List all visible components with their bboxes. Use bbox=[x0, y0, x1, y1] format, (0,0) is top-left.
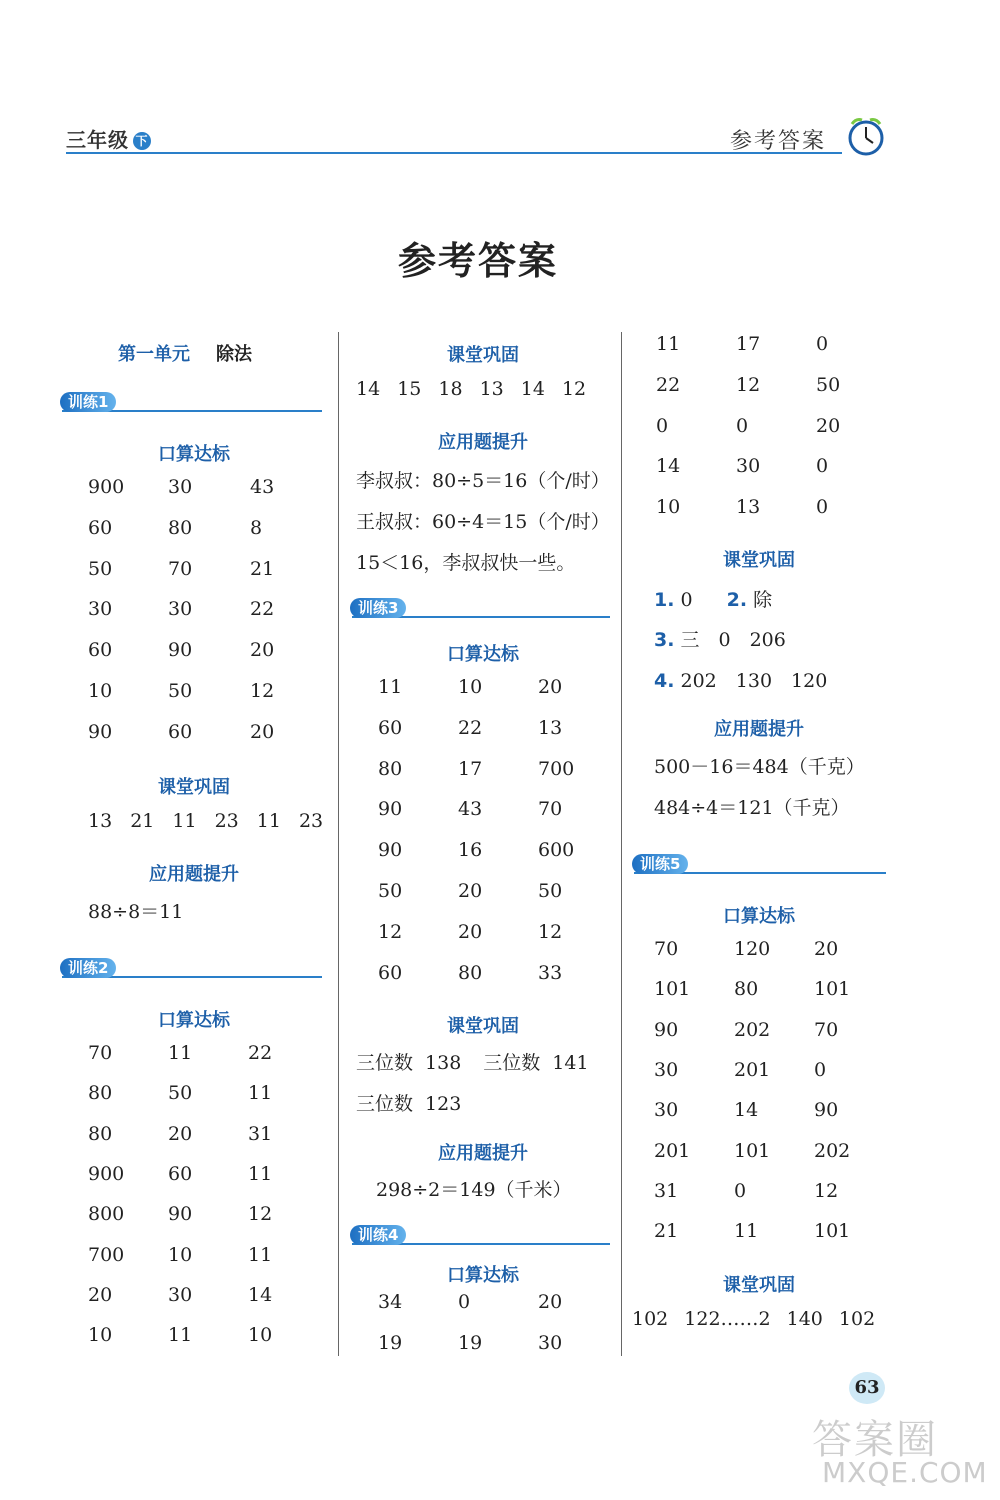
answer-cell: 80 bbox=[168, 516, 193, 539]
answer-cell: 80 bbox=[734, 978, 759, 1001]
training-1-badge: 训练1 bbox=[60, 392, 116, 412]
answer-cell: 30 bbox=[736, 455, 761, 478]
answer-cell: 70 bbox=[814, 1018, 839, 1041]
answer-cell: 0 bbox=[656, 414, 669, 437]
answer-cell: 30 bbox=[168, 476, 193, 498]
answer-value: 三位数 bbox=[483, 1052, 541, 1074]
t2-yingyong-line-2: 王叔叔：60÷4＝15（个/时） bbox=[356, 511, 610, 533]
answer-cell: 201 bbox=[654, 1139, 691, 1162]
answer-cell: 21 bbox=[250, 557, 275, 580]
answer-value: 14 bbox=[356, 378, 381, 400]
answer-cell: 20 bbox=[816, 414, 841, 437]
answer-cell: 21 bbox=[654, 1220, 679, 1243]
answer-cell: 800 bbox=[88, 1203, 125, 1226]
answer-cell: 20 bbox=[88, 1283, 113, 1306]
answer-cell: 101 bbox=[734, 1139, 771, 1162]
watermark-logo: 答案圈 bbox=[812, 1417, 938, 1463]
answer-cell: 90 bbox=[814, 1099, 839, 1122]
grade-label: 三年级 下 bbox=[66, 124, 151, 153]
answer-cell: 11 bbox=[248, 1162, 273, 1185]
answer-cell: 20 bbox=[250, 639, 275, 662]
answer-cell: 50 bbox=[538, 880, 563, 902]
answer-cell: 12 bbox=[248, 1203, 273, 1226]
answer-cell: 90 bbox=[654, 1018, 679, 1041]
answer-cell: 0 bbox=[458, 1291, 471, 1313]
answer-cell: 101 bbox=[814, 1220, 851, 1243]
t2-yingyong-line-1: 李叔叔：80÷5＝16（个/时） bbox=[356, 470, 610, 492]
answer-cell: 50 bbox=[168, 1082, 193, 1105]
answer-cell: 12 bbox=[250, 680, 275, 702]
answer-value: 18 bbox=[438, 378, 463, 400]
answer-cell: 60 bbox=[168, 1162, 193, 1185]
answer-cell: 20 bbox=[168, 1122, 193, 1145]
answer-cell: 900 bbox=[88, 1162, 125, 1185]
answer-cell: 22 bbox=[458, 716, 483, 739]
ketang-heading: 课堂巩固 bbox=[723, 1275, 795, 1296]
answer-cell: 101 bbox=[654, 978, 691, 1001]
answer-cell: 0 bbox=[816, 333, 829, 355]
answer-cell: 22 bbox=[248, 1042, 273, 1064]
answer-cell: 900 bbox=[88, 476, 125, 498]
page-number: 63 bbox=[849, 1372, 885, 1404]
answer-cell: 16 bbox=[458, 839, 483, 862]
answer-cell: 30 bbox=[168, 598, 193, 621]
t3-ketang-line-1 bbox=[356, 1048, 601, 1075]
kousuan-heading: 口算达标 bbox=[158, 1010, 230, 1031]
answer-value: 122……2 bbox=[684, 1308, 771, 1330]
answer-cell: 8 bbox=[250, 516, 263, 539]
answer-cell: 10 bbox=[168, 1243, 193, 1266]
answer-cell: 14 bbox=[656, 455, 681, 478]
answer-cell: 10 bbox=[248, 1324, 273, 1347]
unit-heading: 第一单元 除法 bbox=[118, 344, 252, 365]
answer-cell: 30 bbox=[538, 1331, 563, 1354]
answer-cell: 11 bbox=[248, 1243, 273, 1266]
answer-cell: 70 bbox=[538, 798, 563, 821]
answer-value: 三位数 bbox=[356, 1052, 414, 1074]
answer-cell: 20 bbox=[250, 720, 275, 743]
answer-cell: 50 bbox=[816, 373, 841, 396]
ketang-heading: 课堂巩固 bbox=[447, 1016, 519, 1037]
answer-cell: 0 bbox=[816, 496, 829, 519]
yingyong-heading: 应用题提升 bbox=[438, 432, 528, 453]
t4-ketang-line-3: 4. 202 130 120 bbox=[654, 670, 828, 692]
page-title: 参考答案 bbox=[397, 239, 558, 283]
answer-cell: 60 bbox=[378, 961, 403, 984]
answer-cell: 90 bbox=[378, 839, 403, 862]
t4-yingyong-line-2: 484÷4＝121（千克） bbox=[654, 797, 850, 819]
ketang-heading: 课堂巩固 bbox=[723, 550, 795, 571]
answer-cell: 50 bbox=[88, 557, 113, 580]
t1-yingyong-answer: 88÷8＝11 bbox=[88, 901, 184, 923]
answer-cell: 700 bbox=[88, 1243, 125, 1266]
answer-cell: 202 bbox=[734, 1018, 771, 1041]
column-divider bbox=[338, 332, 339, 1356]
answer-cell: 60 bbox=[88, 516, 113, 539]
answer-cell: 201 bbox=[734, 1058, 771, 1081]
header-section-label: 参考答案 bbox=[730, 129, 827, 154]
answer-cell: 10 bbox=[88, 1324, 113, 1347]
answer-cell: 17 bbox=[458, 757, 483, 780]
answer-cell: 60 bbox=[168, 720, 193, 743]
answer-cell: 10 bbox=[458, 676, 483, 698]
answer-cell: 70 bbox=[168, 557, 193, 580]
yingyong-heading: 应用题提升 bbox=[438, 1143, 528, 1164]
ketang-heading: 课堂巩固 bbox=[158, 777, 230, 798]
answer-cell: 30 bbox=[88, 598, 113, 621]
kousuan-heading: 口算达标 bbox=[723, 906, 795, 927]
answer-cell: 600 bbox=[538, 839, 575, 862]
answer-cell: 13 bbox=[538, 716, 563, 739]
answer-cell: 60 bbox=[378, 716, 403, 739]
answer-value: 23 bbox=[214, 810, 239, 832]
answer-cell: 0 bbox=[734, 1179, 747, 1202]
answer-cell: 80 bbox=[88, 1082, 113, 1105]
answer-cell: 80 bbox=[458, 961, 483, 984]
answer-cell: 50 bbox=[378, 880, 403, 902]
answer-cell: 11 bbox=[168, 1324, 193, 1347]
answer-cell: 22 bbox=[656, 373, 681, 396]
answer-cell: 30 bbox=[654, 1058, 679, 1081]
kousuan-heading: 口算达标 bbox=[447, 1265, 519, 1286]
ketang-heading: 课堂巩固 bbox=[447, 345, 519, 366]
t1-ketang-row bbox=[88, 810, 341, 832]
answer-cell: 120 bbox=[734, 938, 771, 960]
answer-cell: 11 bbox=[656, 333, 681, 355]
answer-cell: 11 bbox=[168, 1042, 193, 1064]
answer-cell: 20 bbox=[538, 676, 563, 698]
answer-cell: 20 bbox=[458, 880, 483, 902]
t4-yingyong-line-1: 500－16＝484（千克） bbox=[654, 756, 865, 778]
kousuan-heading: 口算达标 bbox=[158, 444, 230, 465]
answer-cell: 0 bbox=[814, 1058, 827, 1081]
answer-cell: 80 bbox=[88, 1122, 113, 1145]
answer-cell: 11 bbox=[248, 1082, 273, 1105]
answer-cell: 43 bbox=[458, 798, 483, 821]
t5-ketang-row bbox=[632, 1308, 891, 1330]
answer-cell: 90 bbox=[168, 639, 193, 662]
answer-cell: 22 bbox=[250, 598, 275, 621]
yingyong-heading: 应用题提升 bbox=[714, 719, 804, 740]
answer-cell: 20 bbox=[458, 920, 483, 943]
header-divider bbox=[66, 152, 842, 154]
answer-cell: 12 bbox=[814, 1179, 839, 1202]
answer-cell: 90 bbox=[378, 798, 403, 821]
answer-cell: 12 bbox=[736, 373, 761, 396]
answer-value: 14 bbox=[520, 378, 545, 400]
answer-cell: 19 bbox=[378, 1331, 403, 1354]
answer-cell: 12 bbox=[538, 920, 563, 943]
answer-cell: 34 bbox=[378, 1291, 403, 1313]
answer-cell: 43 bbox=[250, 476, 275, 498]
answer-value: 140 bbox=[786, 1308, 823, 1330]
answer-value: 11 bbox=[172, 810, 197, 832]
answer-value: 141 bbox=[552, 1052, 589, 1074]
answer-cell: 0 bbox=[816, 455, 829, 478]
t3-yingyong-answer: 298÷2＝149（千米） bbox=[376, 1179, 572, 1201]
training-4-badge: 训练4 bbox=[350, 1225, 406, 1245]
watermark-url: MXQE.COM bbox=[822, 1456, 988, 1489]
answer-value: 102 bbox=[632, 1308, 669, 1330]
answer-cell: 14 bbox=[734, 1099, 759, 1122]
answer-cell: 30 bbox=[168, 1283, 193, 1306]
column-divider bbox=[621, 332, 622, 1356]
answer-value: 13 bbox=[479, 378, 504, 400]
answer-cell: 12 bbox=[378, 920, 403, 943]
answer-cell: 31 bbox=[654, 1179, 679, 1202]
yingyong-heading: 应用题提升 bbox=[149, 864, 239, 885]
answer-value: 三位数 bbox=[356, 1093, 414, 1115]
t4-ketang-line-2: 3. 三 0 206 bbox=[654, 629, 786, 651]
answer-cell: 90 bbox=[88, 720, 113, 743]
answer-cell: 70 bbox=[654, 938, 679, 960]
answer-value: 23 bbox=[298, 810, 324, 832]
answer-value: 12 bbox=[561, 378, 587, 400]
answer-cell: 10 bbox=[88, 680, 113, 702]
answer-cell: 700 bbox=[538, 757, 575, 780]
answer-cell: 60 bbox=[88, 639, 113, 662]
answer-cell: 10 bbox=[656, 496, 681, 519]
t4-ketang-line-1: 1. 0 2. 除 bbox=[654, 589, 773, 611]
answer-cell: 101 bbox=[814, 978, 851, 1001]
answer-cell: 13 bbox=[736, 496, 761, 519]
answer-cell: 0 bbox=[736, 414, 749, 437]
training-2-badge: 训练2 bbox=[60, 958, 116, 978]
kousuan-heading: 口算达标 bbox=[447, 644, 519, 665]
training-5-badge: 训练5 bbox=[632, 854, 688, 874]
answer-value: 102 bbox=[838, 1308, 876, 1330]
answer-cell: 80 bbox=[378, 757, 403, 780]
answer-cell: 20 bbox=[538, 1291, 563, 1313]
answer-cell: 11 bbox=[378, 676, 403, 698]
answer-cell: 14 bbox=[248, 1283, 273, 1306]
training-3-badge: 训练3 bbox=[350, 598, 406, 618]
volume-badge: 下 bbox=[133, 132, 151, 150]
answer-cell: 70 bbox=[88, 1042, 113, 1064]
answer-cell: 11 bbox=[734, 1220, 759, 1243]
answer-cell: 50 bbox=[168, 680, 193, 702]
t3-ketang-line-2 bbox=[356, 1089, 473, 1116]
answer-cell: 90 bbox=[168, 1203, 193, 1226]
answer-cell: 20 bbox=[814, 938, 839, 960]
alarm-clock-icon bbox=[846, 114, 886, 158]
answer-value: 138 bbox=[425, 1052, 462, 1074]
answer-value: 123 bbox=[425, 1093, 462, 1115]
answer-value: 15 bbox=[397, 378, 422, 400]
answer-value: 21 bbox=[130, 810, 155, 832]
answer-cell: 202 bbox=[814, 1139, 851, 1162]
answer-cell: 30 bbox=[654, 1099, 679, 1122]
answer-cell: 31 bbox=[248, 1122, 273, 1145]
t2-ketang-row bbox=[356, 378, 603, 400]
answer-value: 13 bbox=[88, 810, 113, 832]
answer-cell: 19 bbox=[458, 1331, 483, 1354]
answer-value: 11 bbox=[256, 810, 281, 832]
answer-cell: 33 bbox=[538, 961, 563, 984]
t2-yingyong-line-3: 15＜16，李叔叔快一些。 bbox=[356, 552, 576, 574]
answer-cell: 17 bbox=[736, 333, 761, 355]
